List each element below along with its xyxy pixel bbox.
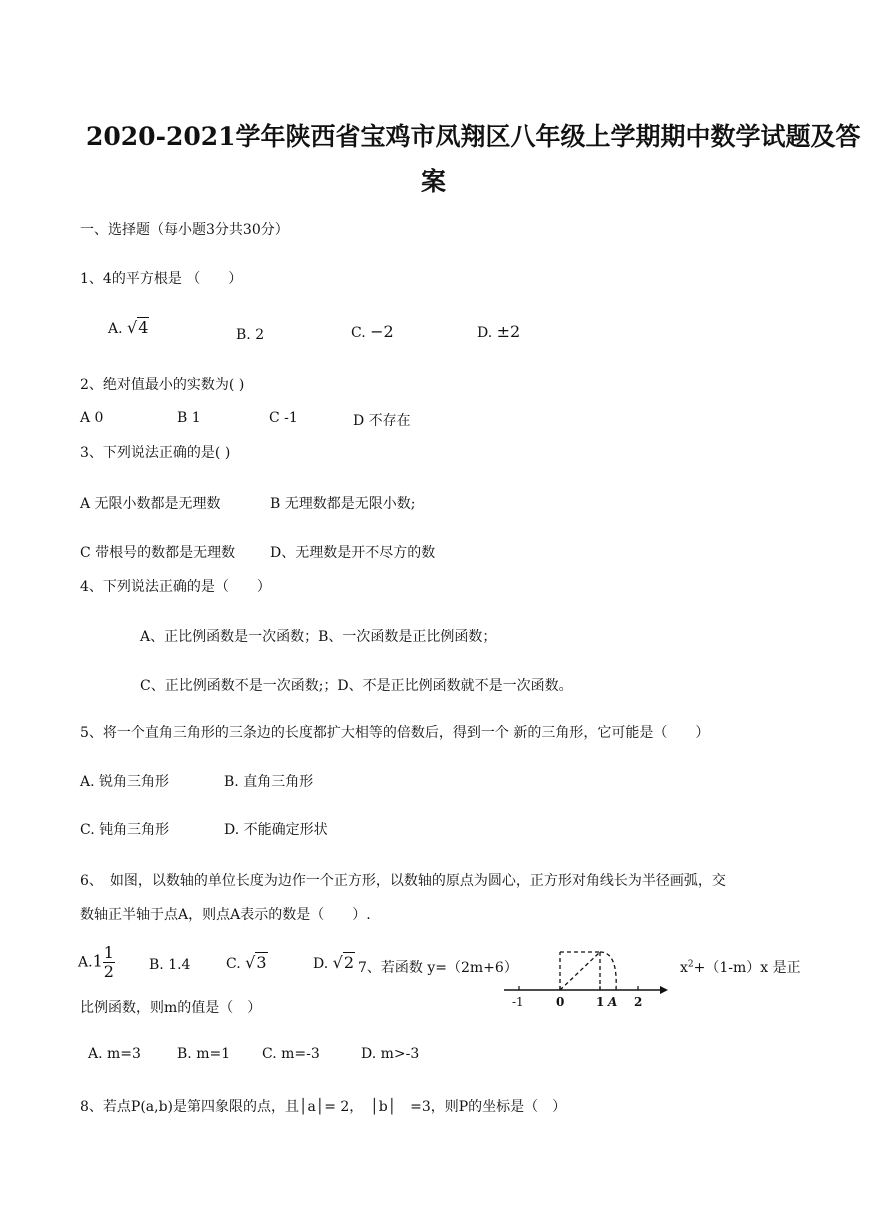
mixed-number-whole: 1 bbox=[92, 951, 103, 971]
axis-arrow-icon bbox=[660, 986, 668, 994]
question-3-option-d: D、无理数是开不尽方的数 bbox=[270, 545, 436, 561]
question-4-stem: 4、下列说法正确的是（ ） bbox=[80, 579, 271, 595]
tick-label-1: 1 bbox=[596, 995, 605, 1008]
question-7-option-c: C. m=-3 bbox=[262, 1046, 320, 1062]
question-5-option-d: D. 不能确定形状 bbox=[224, 822, 328, 838]
question-6-option-b: B. 1.4 bbox=[149, 957, 191, 973]
question-7-option-a: A. m=3 bbox=[88, 1046, 141, 1062]
option-label: D. bbox=[477, 325, 493, 341]
question-6-option-a bbox=[78, 944, 115, 981]
question-5-option-a: A. 锐角三角形 bbox=[80, 774, 170, 790]
question-2-option-c: C -1 bbox=[269, 410, 298, 426]
question-6-stem-line1: 6、 如图，以数轴的单位长度为边作一个正方形，以数轴的原点为圆心，正方形对角线长为半径画弧，交 bbox=[80, 873, 726, 889]
option-value: −2 bbox=[370, 322, 394, 341]
tick-label-neg1: -1 bbox=[512, 995, 524, 1008]
question-1-option-b: B. 2 bbox=[236, 327, 265, 343]
sqrt-expression: √3 bbox=[245, 953, 267, 972]
square-diagonal bbox=[560, 952, 600, 990]
question-2-option-d: D 不存在 bbox=[353, 413, 411, 429]
question-3-stem: 3、下列说法正确的是( ) bbox=[80, 445, 231, 461]
number-line-diagram bbox=[500, 942, 672, 1008]
sqrt-expression: √2 bbox=[332, 953, 355, 972]
question-6-option-d bbox=[313, 953, 355, 972]
page-title-continued: 案 bbox=[421, 167, 447, 196]
question-4-options-cd: C、正比例函数不是一次函数;；D、不是正比例函数就不是一次函数。 bbox=[140, 678, 573, 694]
question-8-stem: 8、若点P(a,b)是第四象限的点，且│a│= 2， │b│ =3，则P的坐标是（ ） bbox=[80, 1099, 567, 1115]
question-3-option-c: C 带根号的数都是无理数 bbox=[80, 545, 236, 561]
question-7-stem-part1: 7、若函数 y=（2m+6） bbox=[358, 960, 518, 976]
question-2-option-b: B 1 bbox=[177, 410, 201, 426]
question-5-option-b: B. 直角三角形 bbox=[224, 774, 314, 790]
page-title: 2020-2021学年陕西省宝鸡市凤翔区八年级上学期期中数学试题及答 bbox=[86, 122, 861, 151]
question-7-option-b: B. m=1 bbox=[177, 1046, 231, 1062]
point-label-a: A bbox=[608, 995, 618, 1008]
fraction: $\frac{1}{2}$ bbox=[103, 943, 114, 981]
question-7-stem-line2: 比例函数，则m的值是（ ） bbox=[80, 1000, 262, 1016]
option-value: ±2 bbox=[496, 322, 521, 341]
section-heading: 一、选择题（每小题3分共30分） bbox=[80, 222, 289, 238]
question-3-option-b: B 无理数都是无限小数; bbox=[270, 496, 416, 512]
option-label: A. bbox=[108, 321, 123, 337]
option-label: C. bbox=[226, 956, 241, 972]
question-2-stem: 2、绝对值最小的实数为( ) bbox=[80, 377, 245, 393]
option-label: C. bbox=[351, 325, 366, 341]
tick-label-2: 2 bbox=[634, 995, 643, 1008]
question-6-stem-line2: 数轴正半轴于点A，则点A表示的数是（ ）. bbox=[80, 907, 371, 923]
question-3-option-a: A 无限小数都是无理数 bbox=[80, 496, 221, 512]
question-2-option-a: A 0 bbox=[80, 410, 104, 426]
question-1-option-a bbox=[108, 318, 149, 337]
question-4-options-ab: A、正比例函数是一次函数；B、一次函数是正比例函数； bbox=[140, 629, 497, 645]
question-1-option-c bbox=[351, 322, 394, 341]
sqrt-expression: √4 bbox=[127, 318, 149, 337]
option-label: D. bbox=[313, 956, 329, 972]
question-1-stem: 1、4的平方根是 （ ） bbox=[80, 271, 243, 287]
question-6-option-c bbox=[226, 953, 268, 972]
question-5-option-c: C. 钝角三角形 bbox=[80, 822, 170, 838]
question-7-option-d: D. m>-3 bbox=[361, 1046, 420, 1062]
radius-arc bbox=[600, 952, 616, 990]
question-7-stem-part2: $x^2+(1-m)x$ 是正 bbox=[680, 959, 801, 976]
question-5-stem: 5、将一个直角三角形的三条边的长度都扩大相等的倍数后，得到一个 新的三角形，它可能是（ ） bbox=[80, 725, 710, 741]
tick-label-0: 0 bbox=[556, 995, 565, 1008]
question-1-option-d bbox=[477, 322, 520, 341]
option-label: A. bbox=[78, 954, 93, 971]
